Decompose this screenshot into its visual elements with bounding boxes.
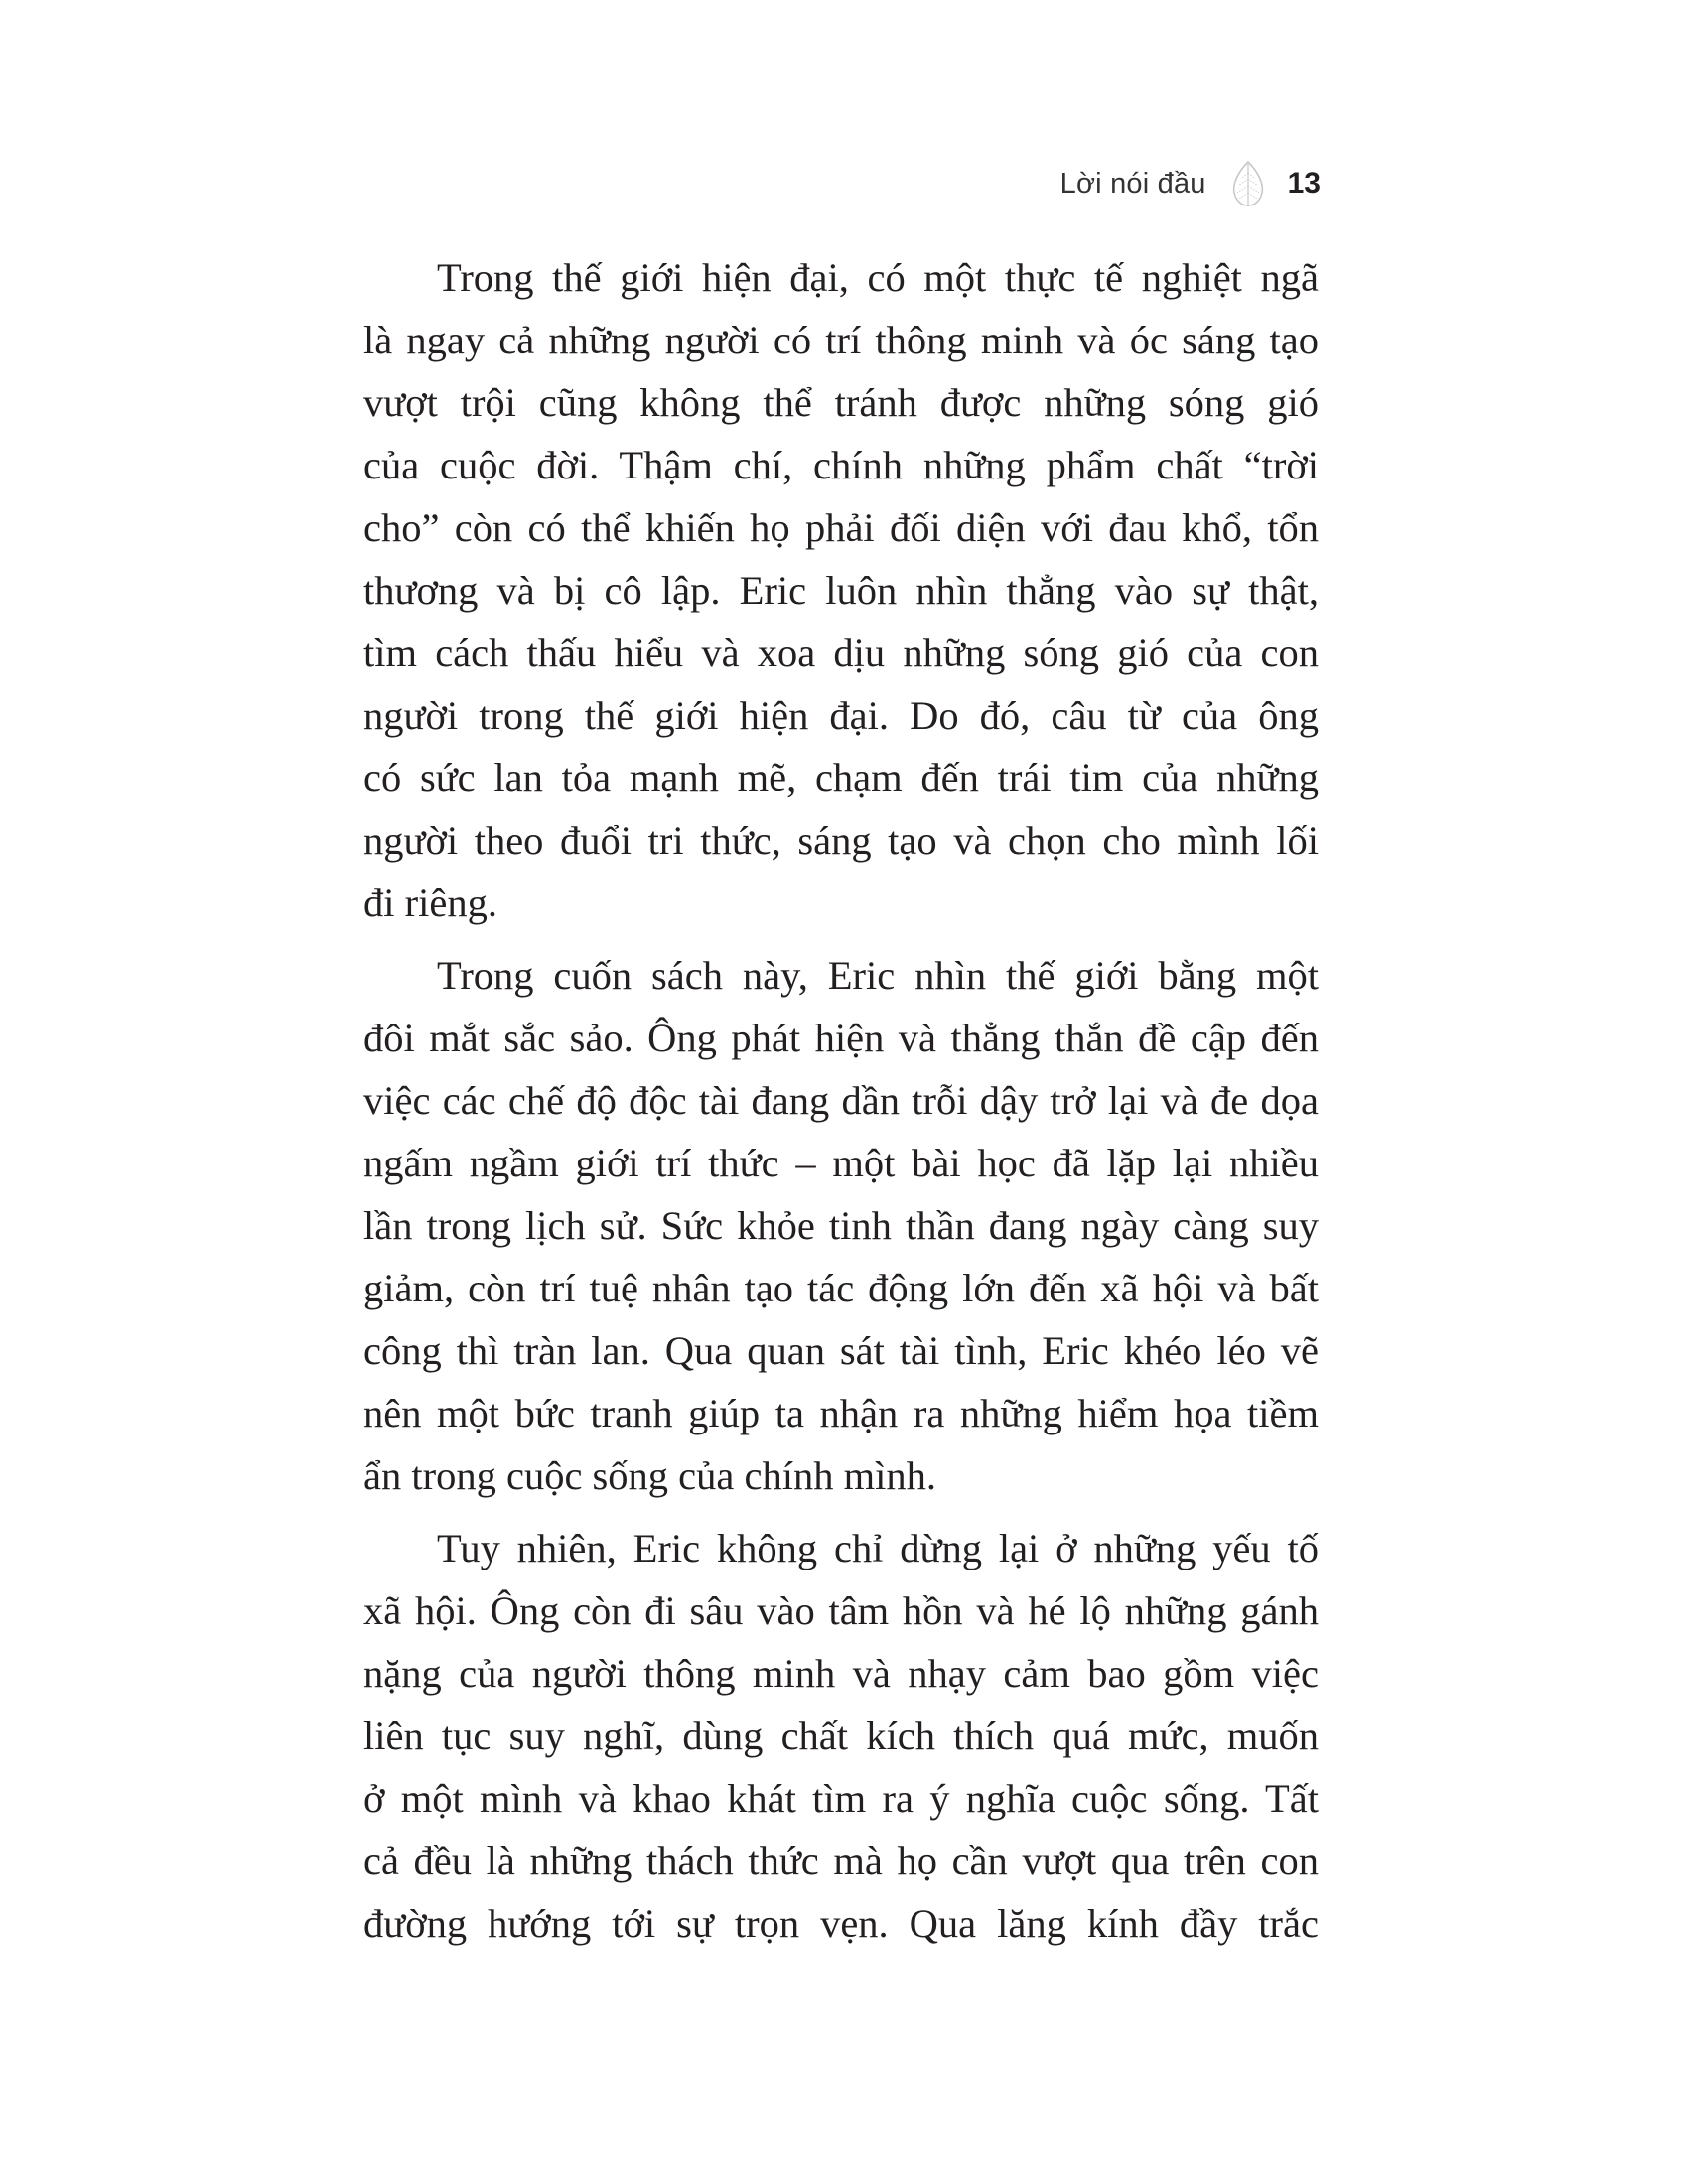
paragraph-3 — [363, 1517, 1319, 1955]
text-line: cho” còn có thể khiến họ phải đối diện với đau khổ, tổn — [363, 505, 1319, 550]
text-line: công thì tràn lan. Qua quan sát tài tình, Eric khéo léo vẽ — [363, 1328, 1319, 1373]
paragraph-2 — [363, 944, 1319, 1507]
leaf-icon — [1226, 159, 1270, 208]
text-line: giảm, còn trí tuệ nhân tạo tác động lớn đến xã hội và bất — [363, 1266, 1319, 1310]
text-line: đi riêng. — [363, 881, 497, 925]
body-text — [363, 246, 1319, 1965]
text-line: ẩn trong cuộc sống của chính mình. — [363, 1453, 936, 1498]
text-line: liên tục suy nghĩ, dùng chất kích thích quá mức, muốn — [363, 1713, 1319, 1758]
text-line: nặng của người thông minh và nhạy cảm bao gồm việc — [363, 1651, 1319, 1696]
text-line: việc các chế độ độc tài đang dần trỗi dậy trở lại và đe dọa — [363, 1078, 1319, 1123]
page-number: 13 — [1287, 167, 1321, 200]
text-line: của cuộc đời. Thậm chí, chính những phẩm chất “trời — [363, 443, 1319, 487]
text-line: đôi mắt sắc sảo. Ông phát hiện và thẳng thắn đề cập đến — [363, 1016, 1319, 1060]
text-line: tìm cách thấu hiểu và xoa dịu những sóng gió của con — [363, 630, 1319, 675]
text-line: cả đều là những thách thức mà họ cần vượt qua trên con — [363, 1839, 1319, 1883]
running-header — [1060, 159, 1321, 208]
text-line: có sức lan tỏa mạnh mẽ, chạm đến trái tim của những — [363, 755, 1319, 800]
text-line: ở một mình và khao khát tìm ra ý nghĩa cuộc sống. Tất — [363, 1776, 1319, 1821]
text-line: ngấm ngầm giới trí thức – một bài học đã lặp lại nhiều — [363, 1141, 1319, 1185]
text-line: vượt trội cũng không thể tránh được những sóng gió — [363, 380, 1319, 425]
text-line: Tuy nhiên, Eric không chỉ dừng lại ở những yếu tố — [437, 1526, 1319, 1570]
chapter-title: Lời nói đầu — [1059, 167, 1206, 200]
text-line: người theo đuổi tri thức, sáng tạo và chọn cho mình lối — [363, 818, 1319, 863]
text-line: Trong thế giới hiện đại, có một thực tế nghiệt ngã — [437, 255, 1319, 300]
text-line: lần trong lịch sử. Sức khỏe tinh thần đang ngày càng suy — [363, 1203, 1319, 1248]
text-line: xã hội. Ông còn đi sâu vào tâm hồn và hé lộ những gánh — [363, 1588, 1319, 1633]
text-line: Trong cuốn sách này, Eric nhìn thế giới bằng một — [437, 953, 1319, 998]
text-line: người trong thế giới hiện đại. Do đó, câu từ của ông — [363, 693, 1319, 738]
text-line: là ngay cả những người có trí thông minh và óc sáng tạo — [363, 318, 1319, 362]
text-line: thương và bị cô lập. Eric luôn nhìn thẳng vào sự thật, — [363, 568, 1319, 613]
paragraph-1 — [363, 246, 1319, 934]
text-line: nên một bức tranh giúp ta nhận ra những hiểm họa tiềm — [363, 1391, 1319, 1435]
text-line: đường hướng tới sự trọn vẹn. Qua lăng kính đầy trắc — [363, 1901, 1319, 1946]
